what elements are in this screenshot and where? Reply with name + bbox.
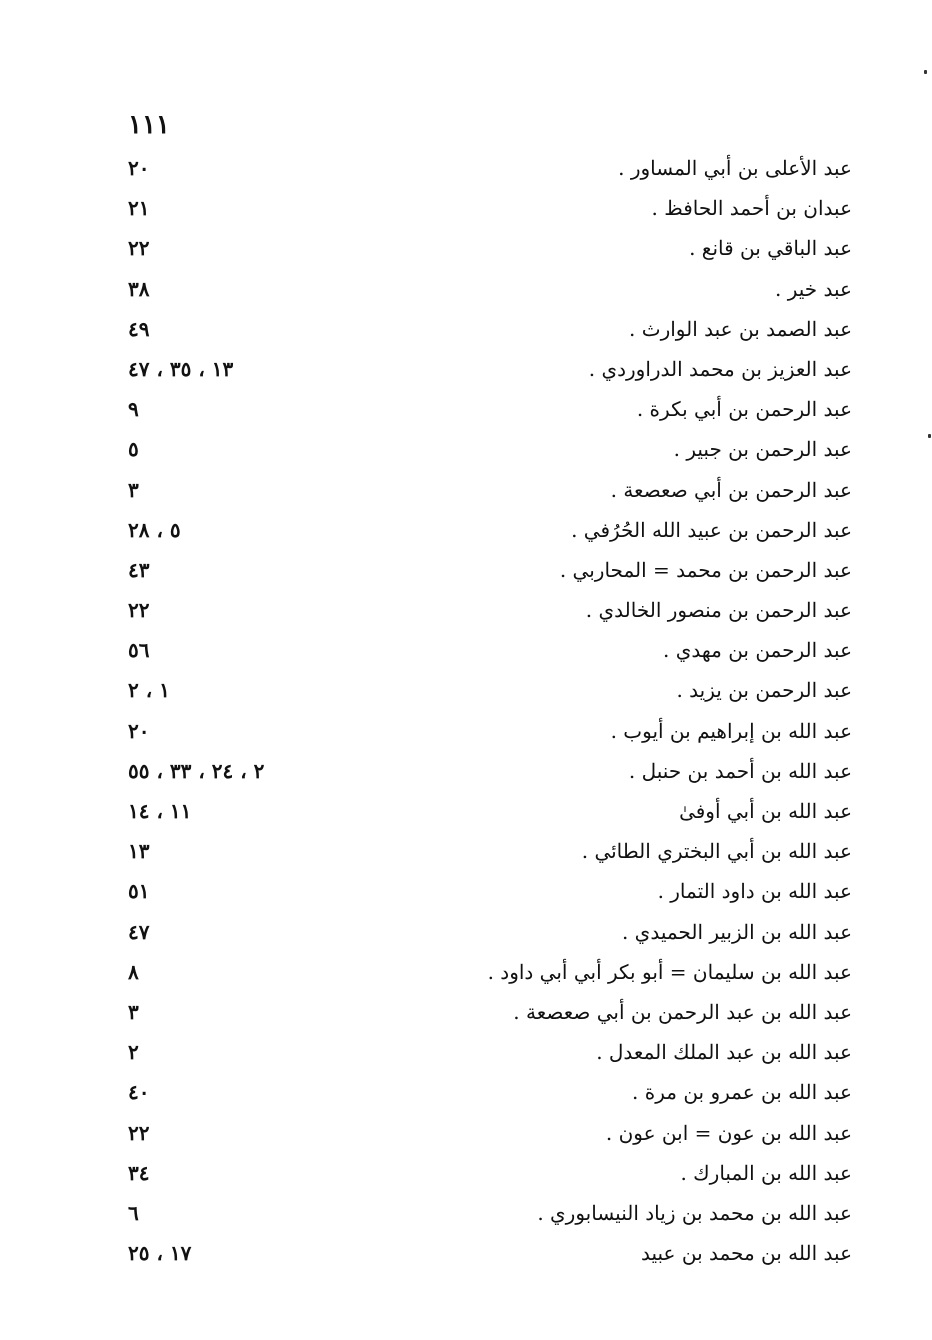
index-entry	[120, 1072, 852, 1112]
entry-name: عبد الله بن محمد بن زياد النيسابوري .	[537, 1200, 852, 1225]
entry-page-refs: ٩	[128, 397, 139, 422]
entry-name: عبد الأعلى بن أبي المساور .	[618, 156, 852, 180]
index-entry	[120, 791, 852, 831]
index-entry	[120, 952, 852, 992]
index-entry	[120, 751, 852, 791]
entry-page-refs: ٥	[128, 437, 139, 462]
index-entry	[120, 590, 852, 630]
index-entry	[120, 510, 852, 550]
entry-page-refs: ٤٩	[128, 316, 150, 341]
entry-page-refs: ٤٠	[128, 1080, 150, 1105]
index-entry	[120, 831, 852, 871]
index-entry	[120, 871, 852, 911]
entry-page-refs: ٢٠	[128, 718, 150, 743]
entry-page-refs: ١٧ ، ٢٥	[128, 1241, 192, 1266]
entry-name: عبد الله بن محمد بن عبيد	[640, 1241, 852, 1266]
entry-page-refs: ٢٢	[128, 236, 150, 261]
entry-name: عبدان بن أحمد الحافظ .	[651, 196, 852, 221]
entry-name: عبد الرحمن بن جبير .	[673, 437, 852, 462]
entry-name: عبد الله بن عبد الملك المعدل .	[596, 1040, 852, 1065]
index-entry	[120, 992, 852, 1032]
entry-name: عبد الله بن أحمد بن حنبل .	[628, 758, 852, 783]
index-entry	[120, 1153, 852, 1193]
entry-page-refs: ٢	[128, 1040, 139, 1065]
entry-name: عبد الله بن سليمان = أبو بكر أبي أبي داود .	[487, 959, 852, 984]
entry-name: عبد الله بن عمرو بن مرة .	[632, 1080, 852, 1105]
entry-page-refs: ١١ ، ١٤	[128, 799, 192, 823]
entry-name: عبد الرحمن بن عبيد الله الحُرُفي .	[571, 517, 852, 542]
entry-name: عبد الرحمن بن محمد = المحاربي .	[559, 557, 852, 582]
entry-page-refs: ٥١	[128, 879, 150, 904]
index-entry	[120, 188, 852, 228]
entry-page-refs: ٤٣	[128, 557, 150, 582]
name-index-list	[120, 148, 852, 1273]
entry-name: عبد الرحمن بن أبي صعصعة .	[610, 477, 852, 502]
entry-name: عبد الرحمن بن منصور الخالدي .	[585, 598, 852, 623]
entry-name: عبد الصمد بن عبد الوارث .	[629, 316, 852, 341]
entry-page-refs: ٣	[128, 999, 139, 1024]
entry-page-refs: ٦	[128, 1200, 139, 1225]
entry-page-refs: ٢٢	[128, 1120, 150, 1145]
entry-name: عبد خير .	[775, 276, 852, 301]
index-entry	[120, 912, 852, 952]
entry-name: عبد الله بن إبراهيم بن أيوب .	[610, 718, 852, 743]
index-entry	[120, 1032, 852, 1072]
entry-name: عبد الرحمن بن يزيد .	[676, 678, 852, 703]
index-entry	[120, 630, 852, 670]
entry-page-refs: ٣٤	[128, 1160, 150, 1185]
index-entry	[120, 550, 852, 590]
index-entry	[120, 670, 852, 710]
index-entry	[120, 148, 852, 188]
index-entry	[120, 429, 852, 469]
entry-page-refs: ٥٦	[128, 638, 150, 663]
index-entry	[120, 470, 852, 510]
scan-speck	[928, 434, 931, 438]
scan-speck	[924, 70, 927, 74]
entry-page-refs: ١٣	[128, 839, 150, 864]
entry-page-refs: ١٣ ، ٣٥ ، ٤٧	[128, 356, 234, 381]
index-entry	[120, 389, 852, 429]
entry-page-refs: ٤٧	[128, 919, 150, 944]
index-entry	[120, 309, 852, 349]
entry-page-refs: ٢٢	[128, 598, 150, 623]
index-entry	[120, 349, 852, 389]
entry-name: عبد الباقي بن قانع .	[689, 236, 852, 261]
index-entry	[120, 269, 852, 309]
entry-name: عبد الرحمن بن مهدي .	[663, 638, 852, 663]
entry-name: عبد الله بن أبي أوفىٰ	[679, 799, 852, 823]
entry-page-refs: ١ ، ٢	[128, 678, 170, 703]
entry-name: عبد الله بن المبارك .	[680, 1160, 852, 1185]
entry-page-refs: ٢١	[128, 196, 150, 221]
entry-page-refs: ٢ ، ٢٤ ، ٣٣ ، ٥٥	[128, 758, 265, 783]
index-entry	[120, 1193, 852, 1233]
entry-page-refs: ٣٨	[128, 276, 150, 301]
entry-name: عبد العزيز بن محمد الدراوردي .	[588, 356, 852, 381]
index-entry	[120, 1233, 852, 1273]
entry-name: عبد الله بن الزبير الحميدي .	[621, 919, 852, 944]
index-entry	[120, 228, 852, 268]
entry-page-refs: ٣	[128, 477, 139, 502]
entry-name: عبد الله بن عبد الرحمن بن أبي صعصعة .	[513, 999, 852, 1024]
entry-page-refs: ٢٠	[128, 156, 150, 180]
entry-page-refs: ٥ ، ٢٨	[128, 517, 181, 542]
entry-name: عبد الله بن داود التمار .	[657, 879, 852, 904]
page-number: ١١١	[128, 110, 170, 140]
entry-page-refs: ٨	[128, 959, 139, 984]
entry-name: عبد الله بن عون = ابن عون .	[605, 1120, 852, 1145]
index-entry	[120, 1113, 852, 1153]
entry-name: عبد الرحمن بن أبي بكرة .	[636, 397, 852, 422]
index-entry	[120, 711, 852, 751]
entry-name: عبد الله بن أبي البختري الطائي .	[581, 839, 852, 864]
